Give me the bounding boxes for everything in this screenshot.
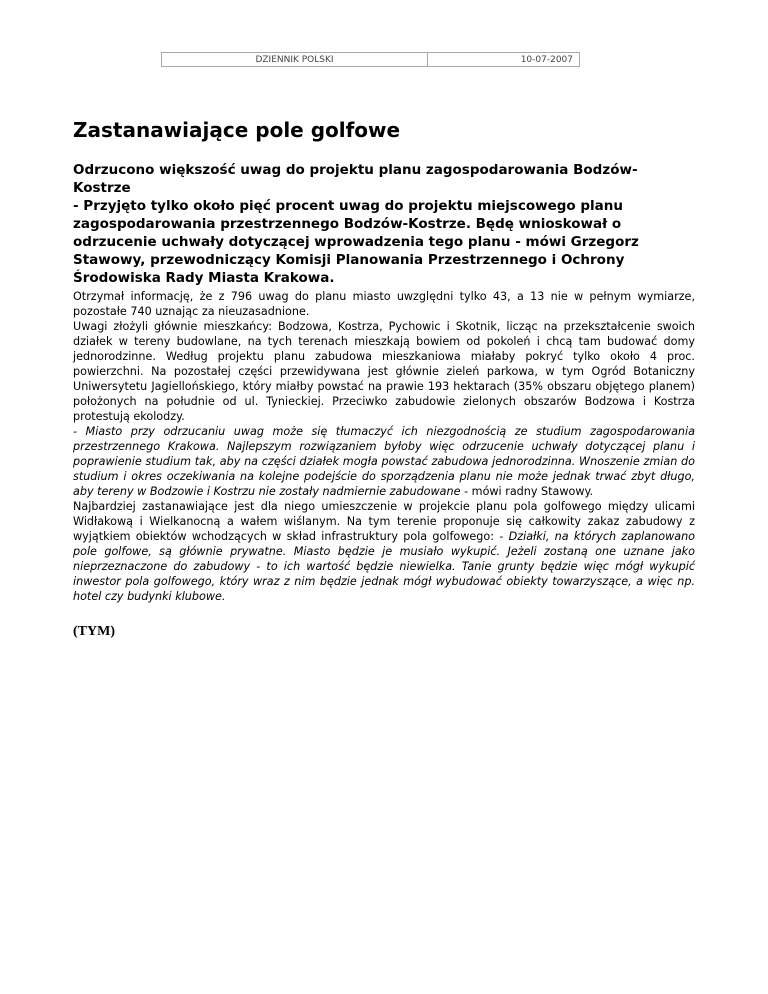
- quote-stawowy: - Miasto przy odrzucaniu uwag może się tłumaczyć ich niezgodnością ze studium zagospodarowania przestrzennego Krakowa. Najlepszym rozwiązaniem byłoby więc odrzucenie uchwały dotyczącej planu i poprawienie studium tak, aby na części działek mogła powstać zabudowa jednorodzinna. Wnoszenie zmian do studium i okres oczekiwania na kolejne podejście do sporządzenia planu nie może jednak trwać zbyt długo, aby tereny w Bodzowie i Kostrzu nie zostały nadmiernie zabudowane: [73, 425, 695, 498]
- paragraph-2: Uwagi złożyli głównie mieszkańcy: Bodzowa, Kostrza, Pychowic i Skotnik, licząc na przekształcenie swoich działek w tereny budowlane, na tych terenach mieszkają bowiem od pokoleń i chcą tam budować domy jednorodzinne. Według projektu planu zabudowa mieszkaniowa miałaby pokryć tylko około 4 proc. powierzchni. Na pozostałej części przewidywana jest głównie zieleń parkowa, w tym Ogród Botaniczny Uniwersytetu Jagiellońskiego, który miałby powstać na prawie 193 hektarach (35% obszaru objętego planem) położonych na południe od ul. Tynieckiej. Przeciwko zabudowie zielonych obszarów Bodzowa i Kostrza protestują ekolodzy.: [73, 320, 695, 423]
- publication-date: 10-07-2007: [520, 54, 573, 65]
- paragraph-3: [73, 424, 695, 499]
- article-title: Zastanawiające pole golfowe: [73, 118, 401, 142]
- quote-attribution: - mówi radny Stawowy.: [460, 485, 594, 498]
- header-bar: [161, 52, 580, 67]
- paragraph-1: Otrzymał informację, że z 796 uwag do planu miasto uwzględni tylko 43, a 13 nie w pełnym wymiarze, pozostałe 740 uznając za nieuzasadnione.: [73, 290, 695, 318]
- author-signature: (TYM): [73, 624, 115, 639]
- paragraph-4: [73, 499, 695, 604]
- newspaper-source: DZIENNIK POLSKI: [162, 53, 428, 66]
- quote-golf: - Działki, na których zaplanowano pole golfowe, są głównie prywatne. Miasto będzie je musiało wykupić. Jeżeli zostaną one uznane jako nieprzeznaczone do zabudowy - to ich wartość będzie niewielka. Tanie grunty będzie więc mógł wykupić inwestor pola golfowego, który wraz z nim będzie jednak mógł wybudować obiekty towarzyszące, a więc np. hotel czy budynki klubowe.: [73, 530, 696, 603]
- article-body: [73, 289, 695, 604]
- article: [73, 118, 695, 640]
- paragraph-4-text: Najbardziej zastanawiające jest dla niego umieszczenie w projekcie planu pola golfowego między ulicami Widłakową i Wielkanocną a wałem wiślanym. Na tym terenie proponuje się całkowity zakaz zabudowy z wyjątkiem obiektów wchodzących w skład infrastruktury pola golfowego:: [73, 500, 695, 543]
- article-lead: Odrzucono większość uwag do projektu planu zagospodarowania Bodzów-Kostrze - Przyjęto tylko około pięć procent uwag do projektu miejscowego planu zagospodarowania przestrzennego Bodzów-Kostrze. Będę wnioskował o odrzucenie uchwały dotyczącej wprowadzenia tego planu - mówi Grzegorz Stawowy, przewodniczący Komisji Planowania Przestrzennego i Ochrony Środowiska Rady Miasta Krakowa.: [73, 162, 639, 286]
